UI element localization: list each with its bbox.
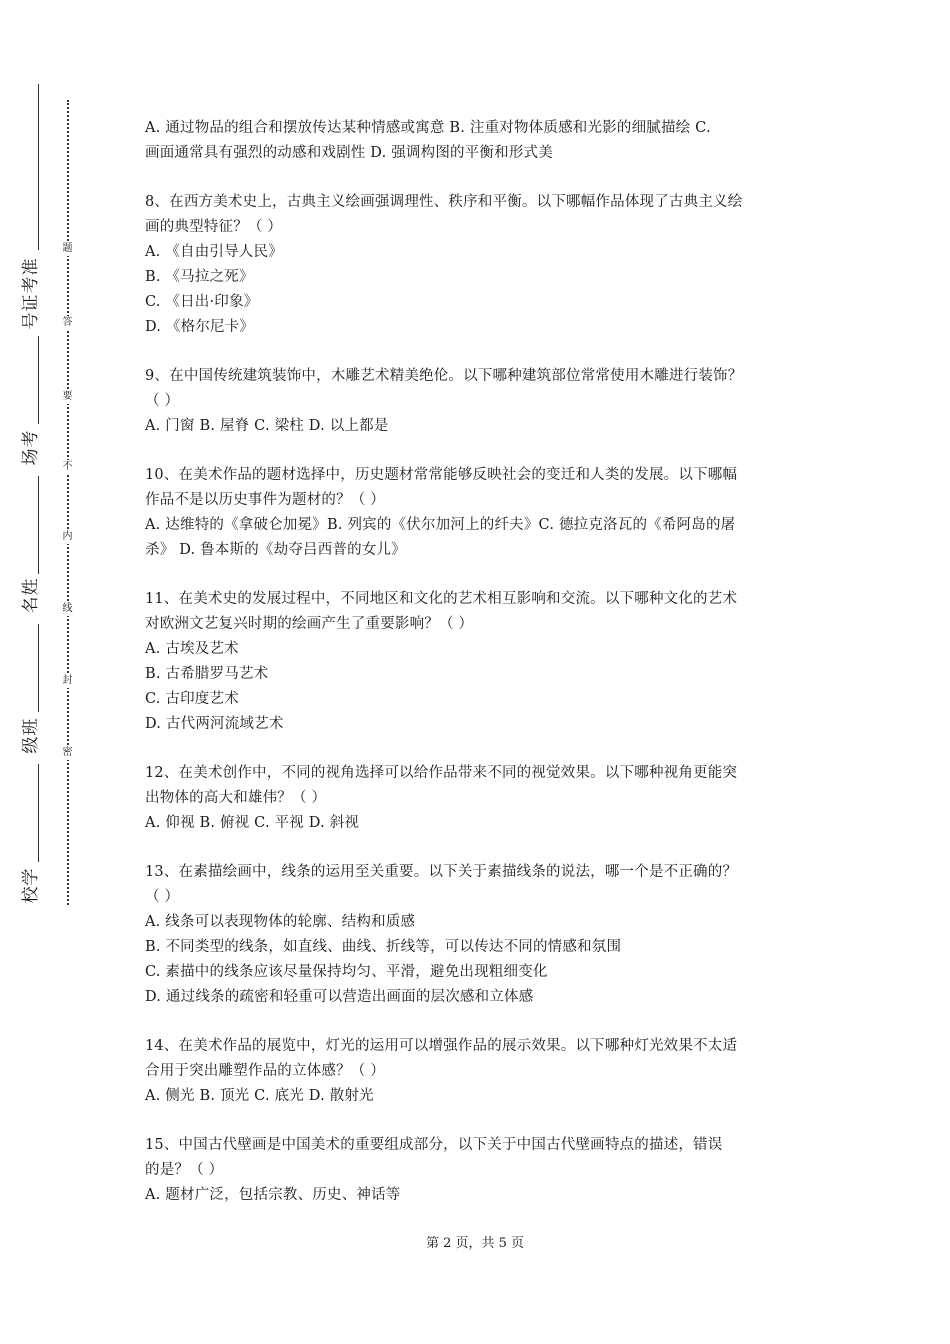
option-b: B. 《马拉之死》 bbox=[145, 269, 254, 285]
options-line: A. 达维特的《拿破仑加冕》B. 列宾的《伏尔加河上的纤夫》C. 德拉克洛瓦的《希阿岛的屠 bbox=[145, 517, 736, 533]
option-a: A. 题材广泛，包括宗教、历史、神话等 bbox=[145, 1187, 401, 1203]
seal-char: 要 bbox=[60, 390, 75, 404]
question-7-options bbox=[145, 116, 825, 166]
seal-char: 线 bbox=[60, 602, 75, 616]
seal-char: 答 bbox=[60, 316, 75, 330]
question-stem: 作品不是以历史事件为题材的？（ ） bbox=[145, 492, 386, 508]
question-8 bbox=[145, 190, 825, 340]
seal-char: 密 bbox=[60, 746, 75, 760]
binding-line bbox=[38, 476, 39, 574]
question-14 bbox=[145, 1034, 825, 1109]
option-c: C. 《日出·印象》 bbox=[145, 294, 259, 310]
options-line: A. 门窗 B. 屋脊 C. 梁柱 D. 以上都是 bbox=[145, 418, 389, 434]
binding-label-exam-room: 考 场 bbox=[21, 430, 41, 466]
option-c: C. 古印度艺术 bbox=[145, 691, 239, 707]
seal-char: 题 bbox=[60, 242, 75, 256]
options-line: A. 仰视 B. 俯视 C. 平视 D. 斜视 bbox=[145, 815, 360, 831]
question-stem: 12、在美术创作中，不同的视角选择可以给作品带来不同的视觉效果。以下哪种视角更能突 bbox=[145, 765, 738, 781]
exam-content bbox=[145, 116, 825, 1208]
question-12 bbox=[145, 761, 825, 836]
question-15 bbox=[145, 1133, 825, 1208]
question-stem: 的是？（ ） bbox=[145, 1162, 224, 1178]
question-stem: 10、在美术作品的题材选择中，历史题材常常能够反映社会的变迁和人类的发展。以下哪幅 bbox=[145, 467, 738, 483]
option-a: A. 古埃及艺术 bbox=[145, 641, 239, 657]
question-stem: 11、在美术史的发展过程中，不同地区和文化的艺术相互影响和交流。以下哪种文化的艺术 bbox=[145, 591, 738, 607]
binding-label-name: 姓 名 bbox=[21, 578, 41, 614]
seal-char: 内 bbox=[60, 530, 75, 544]
options-line: 杀》 D. 鲁本斯的《劫夺吕西普的女儿》 bbox=[145, 542, 406, 558]
question-stem: 合用于突出雕塑作品的立体感？（ ） bbox=[145, 1063, 386, 1079]
binding-label-class: 班 级 bbox=[21, 718, 41, 754]
option-line: A. 通过物品的组合和摆放传达某种情感或寓意 B. 注重对物体质感和光影的细腻描绘 C. bbox=[145, 120, 711, 136]
question-9 bbox=[145, 364, 825, 439]
page-footer: 第 2 页，共 5 页 bbox=[425, 1236, 525, 1251]
binding-strip bbox=[0, 0, 120, 1344]
question-stem: 15、中国古代壁画是中国美术的重要组成部分，以下关于中国古代壁画特点的描述，错误 bbox=[145, 1137, 723, 1153]
question-stem: 9、在中国传统建筑装饰中，木雕艺术精美绝伦。以下哪种建筑部位常常使用木雕进行装饰？ bbox=[145, 368, 743, 384]
question-10 bbox=[145, 463, 825, 563]
option-line: 画面通常具有强烈的动感和戏剧性 D. 强调构图的平衡和形式美 bbox=[145, 145, 553, 161]
option-d: D. 《格尔尼卡》 bbox=[145, 319, 255, 335]
binding-line bbox=[38, 624, 39, 712]
question-stem: 14、在美术作品的展览中，灯光的运用可以增强作品的展示效果。以下哪种灯光效果不太适 bbox=[145, 1038, 738, 1054]
binding-label-school: 学 校 bbox=[21, 868, 41, 904]
question-stem: （ ） bbox=[145, 393, 180, 409]
question-13 bbox=[145, 860, 825, 1010]
question-stem: 画的典型特征？（ ） bbox=[145, 219, 283, 235]
question-11 bbox=[145, 587, 825, 737]
option-c: C. 素描中的线条应该尽量保持均匀、平滑，避免出现粗细变化 bbox=[145, 964, 548, 980]
question-stem: 8、在西方美术史上，古典主义绘画强调理性、秩序和平衡。以下哪幅作品体现了古典主义绘 bbox=[145, 194, 743, 210]
question-stem: （ ） bbox=[145, 889, 180, 905]
seal-dotted-line bbox=[67, 100, 69, 905]
option-d: D. 古代两河流域艺术 bbox=[145, 716, 284, 732]
seal-char: 封 bbox=[60, 674, 75, 688]
option-b: B. 不同类型的线条，如直线、曲线、折线等，可以传达不同的情感和氛围 bbox=[145, 939, 622, 955]
question-stem: 对欧洲文艺复兴时期的绘画产生了重要影响？（ ） bbox=[145, 616, 474, 632]
option-a: A. 线条可以表现物体的轮廓、结构和质感 bbox=[145, 914, 416, 930]
option-d: D. 通过线条的疏密和轻重可以营造出画面的层次感和立体感 bbox=[145, 989, 534, 1005]
binding-line bbox=[38, 764, 39, 862]
binding-label-exam-number: 准 考 证 号 bbox=[21, 258, 41, 330]
question-stem: 13、在素描绘画中，线条的运用至关重要。以下关于素描线条的说法，哪一个是不正确的？ bbox=[145, 864, 738, 880]
option-b: B. 古希腊罗马艺术 bbox=[145, 666, 269, 682]
options-line: A. 侧光 B. 顶光 C. 底光 D. 散射光 bbox=[145, 1088, 374, 1104]
binding-line bbox=[38, 84, 39, 250]
question-stem: 出物体的高大和雄伟？（ ） bbox=[145, 790, 327, 806]
seal-char: 不 bbox=[60, 460, 75, 474]
binding-line bbox=[38, 336, 39, 424]
option-a: A. 《自由引导人民》 bbox=[145, 244, 283, 260]
